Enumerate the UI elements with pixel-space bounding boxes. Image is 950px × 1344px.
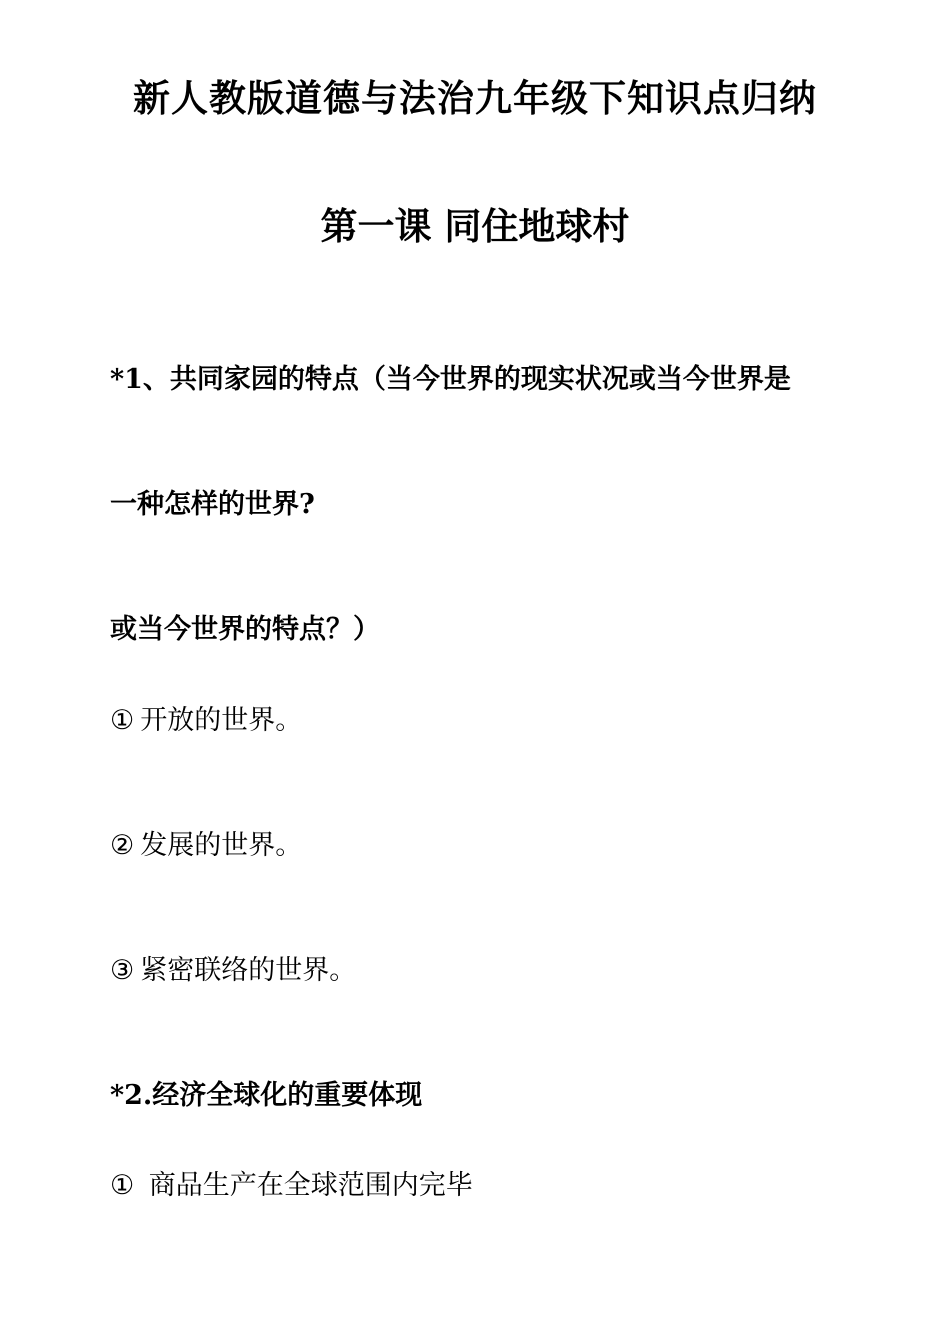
list-item xyxy=(110,830,302,862)
question-1-line-2: 一种怎样的世界? xyxy=(110,489,315,520)
list-marker: ① xyxy=(110,705,135,736)
list-item xyxy=(110,1170,473,1202)
question-1-line-3: 或当今世界的特点？） xyxy=(110,614,380,645)
list-marker: ③ xyxy=(110,955,135,986)
list-item-text: 商品生产在全球范围内完毕 xyxy=(140,1170,473,1201)
question-1-line-1: *1、共同家园的特点（当今世界的现实状况或当今世界是 xyxy=(110,364,791,395)
list-item xyxy=(110,705,302,737)
list-item-text: 紧密联络的世界。 xyxy=(140,955,357,986)
question-2-heading: *2.经济全球化的重要体现 xyxy=(110,1080,423,1111)
list-item-text: 开放的世界。 xyxy=(140,705,303,736)
list-marker: ② xyxy=(110,830,135,861)
list-item-text: 发展的世界。 xyxy=(140,830,303,861)
list-item xyxy=(110,955,356,987)
lesson-title: 第一课 同住地球村 xyxy=(320,205,630,248)
list-marker: ① xyxy=(110,1170,135,1201)
document-title: 新人教版道德与法治九年级下知识点归纳 xyxy=(133,77,817,120)
